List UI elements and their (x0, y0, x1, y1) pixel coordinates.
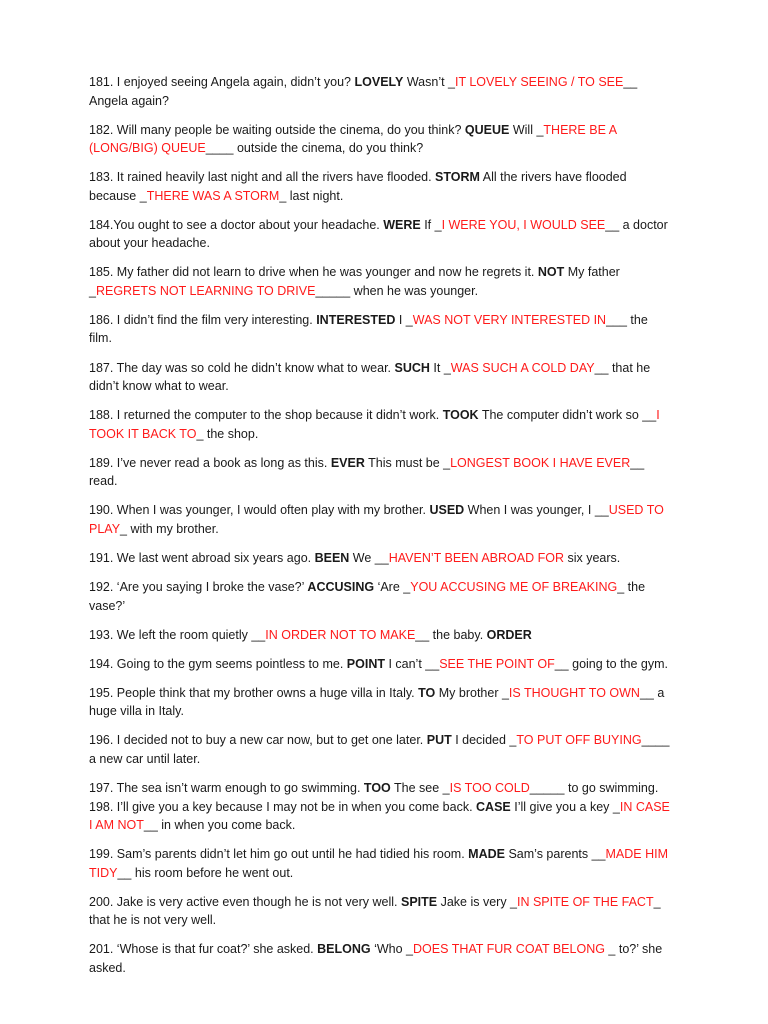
item-answer: IN CASE I AM NOT (89, 799, 670, 832)
item-post: ____ outside the cinema, do you think? (205, 141, 424, 156)
item-prompt: 198. I’ll give you a key because I may not be in when you come back. (89, 799, 477, 814)
item-keyword: NOT (537, 265, 565, 280)
item-keyword: PUT (426, 733, 452, 748)
item-pre: I can’t __ (384, 656, 440, 671)
item-keyword: BELONG (317, 942, 371, 957)
item-prompt: 182. Will many people be waiting outside the cinema, do you think? (89, 122, 465, 137)
exercise-item-200 (89, 893, 674, 930)
item-answer: USED TO PLAY (89, 503, 664, 536)
item-answer: I WERE YOU, I WOULD SEE (441, 217, 606, 232)
item-post: __ going to the gym. (554, 656, 669, 671)
exercise-item-193 (89, 626, 674, 645)
item-post: _ that he is not very well. (89, 894, 661, 928)
exercise-item-186 (89, 311, 674, 348)
item-post: __ read. (89, 455, 645, 489)
item-prompt: 195. People think that my brother owns a huge villa in Italy. (89, 685, 419, 700)
item-pre: Wasn’t _ (403, 75, 455, 89)
exercise-item-190 (89, 501, 674, 538)
item-post: __ a doctor about your headache. (89, 217, 668, 251)
item-answer: WAS SUCH A COLD DAY (450, 360, 595, 375)
exercise-item-192 (89, 578, 674, 615)
exercise-item-201 (89, 940, 674, 977)
item-pre: When I was younger, I __ (464, 503, 609, 518)
exercise-item-197 (89, 779, 674, 798)
item-post: __ that he didn’t know what to wear. (89, 360, 651, 394)
item-answer: MADE HIM TIDY (89, 847, 669, 880)
item-keyword: USED (429, 503, 465, 518)
exercise-item-187 (89, 359, 674, 396)
item-keyword: INTERESTED (316, 312, 396, 327)
item-pre: Jake is very _ (437, 894, 517, 909)
exercise-item-181 (89, 73, 674, 110)
item-pre: I _ (395, 312, 413, 327)
item-keyword: SUCH (394, 360, 430, 375)
item-keyword: EVER (330, 455, 365, 470)
exercise-item-188 (89, 406, 674, 443)
exercise-item-182 (89, 121, 674, 158)
item-prompt: 190. When I was younger, I would often play with my brother. (89, 503, 430, 518)
item-post: _ the vase?’ (89, 580, 646, 613)
item-answer: YOU ACCUSING ME OF BREAKING (410, 580, 618, 595)
exercise-list (89, 73, 674, 988)
item-prompt: 188. I returned the computer to the shop because it didn’t work. (89, 408, 443, 423)
item-keyword: ACCUSING (307, 580, 375, 595)
item-answer: IT LOVELY SEEING / TO SEE (455, 75, 624, 89)
item-prompt: 184.You ought to see a doctor about your headache. (89, 217, 384, 232)
exercise-item-189 (89, 454, 674, 491)
item-prompt: 189. I’ve never read a book as long as this. (89, 455, 331, 470)
item-post: _ with my brother. (120, 521, 219, 536)
item-pre: The computer didn’t work so __ (478, 408, 657, 423)
exercise-item-196 (89, 731, 674, 768)
item-keyword: LOVELY (354, 75, 404, 89)
item-answer: I TOOK IT BACK TO (89, 408, 660, 441)
item-post: _ last night. (279, 188, 344, 203)
item-answer: LONGEST BOOK I HAVE EVER (450, 455, 631, 470)
item-keyword: TO (418, 685, 436, 700)
item-post: __ Angela again? (89, 75, 638, 108)
item-prompt: 186. I didn’t find the film very interesting. (89, 312, 317, 327)
item-keyword: TOO (363, 781, 391, 795)
item-pre: My father _ (89, 265, 620, 298)
item-prompt: 191. We last went abroad six years ago. (89, 550, 315, 565)
item-keyword: POINT (346, 656, 385, 671)
item-post: _____ when he was younger. (315, 283, 479, 298)
item-pre: Will _ (509, 122, 544, 137)
item-pre: We __ (349, 550, 389, 565)
item-keyword: TOOK (442, 408, 479, 423)
exercise-item-183 (89, 168, 674, 205)
exercise-item-198 (89, 798, 674, 835)
item-post: __ a huge villa in Italy. (89, 685, 665, 719)
item-post: _ the shop. (196, 426, 259, 441)
exercise-item-184 (89, 216, 674, 253)
item-keyword: BEEN (314, 550, 350, 565)
item-prompt: 201. ‘Whose is that fur coat?’ she asked. (89, 942, 318, 957)
item-post: _____ to go swimming. (529, 781, 659, 795)
item-pre: This must be _ (364, 455, 451, 470)
item-keyword: SPITE (400, 894, 438, 909)
item-answer: HAVEN’T BEEN ABROAD FOR (388, 550, 564, 565)
item-pre: I decided _ (451, 733, 517, 748)
exercise-item-191 (89, 549, 674, 568)
item-post: ____ a new car until later. (89, 733, 670, 766)
item-prompt: 181. I enjoyed seeing Angela again, didn’t you? (89, 75, 355, 89)
item-answer: IS THOUGHT TO OWN (508, 685, 640, 700)
item-prompt: 187. The day was so cold he didn’t know what to wear. (89, 360, 395, 375)
item-keyword: ORDER (486, 627, 532, 642)
item-answer: REGRETS NOT LEARNING TO DRIVE (95, 283, 316, 298)
item-pre: The see _ (390, 781, 450, 795)
item-answer: THERE BE A (LONG/BIG) QUEUE (89, 122, 617, 156)
item-post: ___ the film. (89, 312, 648, 346)
item-answer: THERE WAS A STORM (146, 188, 280, 203)
exercise-item-195 (89, 684, 674, 721)
item-pre: It _ (429, 360, 451, 375)
item-prompt: 197. The sea isn’t warm enough to go swimming. (89, 781, 364, 795)
item-pre: If _ (420, 217, 442, 232)
item-keyword: QUEUE (464, 122, 510, 137)
item-pre: My brother _ (435, 685, 509, 700)
item-post: _ to?’ she asked. (89, 942, 663, 975)
item-prompt: 193. We left the room quietly __ (89, 627, 266, 642)
item-pre: ‘Who _ (370, 942, 414, 957)
item-keyword: CASE (476, 799, 511, 814)
item-keyword: STORM (435, 170, 480, 185)
item-keyword: MADE (468, 847, 505, 862)
item-prompt: 200. Jake is very active even though he is not very well. (89, 894, 401, 909)
exercise-item-185 (89, 263, 674, 300)
item-post: __ the baby. (415, 627, 487, 642)
item-pre: All the rivers have flooded because _ (89, 170, 627, 203)
item-pre: ‘Are _ (374, 580, 411, 595)
item-answer: DOES THAT FUR COAT BELONG (413, 942, 605, 957)
item-answer: SEE THE POINT OF (439, 656, 555, 671)
item-prompt: 199. Sam’s parents didn’t let him go out until he had tidied his room. (89, 847, 469, 862)
item-pre: I’ll give you a key _ (510, 799, 620, 814)
item-prompt: 192. ‘Are you saying I broke the vase?’ (89, 580, 308, 595)
item-pre: Sam’s parents __ (504, 847, 606, 862)
item-post: __ in when you come back. (143, 818, 296, 832)
item-answer: TO PUT OFF BUYING (516, 733, 642, 748)
item-post: six years. (563, 550, 621, 565)
item-answer: IN ORDER NOT TO MAKE (265, 627, 416, 642)
item-prompt: 196. I decided not to buy a new car now, but to get one later. (89, 733, 427, 748)
item-prompt: 194. Going to the gym seems pointless to me. (89, 656, 347, 671)
item-post: __ his room before he went out. (117, 865, 294, 880)
item-answer: WAS NOT VERY INTERESTED IN (412, 312, 607, 327)
exercise-item-199 (89, 845, 674, 882)
item-keyword: WERE (383, 217, 421, 232)
item-answer: IS TOO COLD (449, 781, 530, 795)
item-answer: IN SPITE OF THE FACT (517, 894, 654, 909)
item-prompt: 185. My father did not learn to drive when he was younger and now he regrets it. (89, 265, 538, 280)
item-prompt: 183. It rained heavily last night and all the rivers have flooded. (89, 170, 436, 185)
exercise-item-194 (89, 655, 674, 674)
